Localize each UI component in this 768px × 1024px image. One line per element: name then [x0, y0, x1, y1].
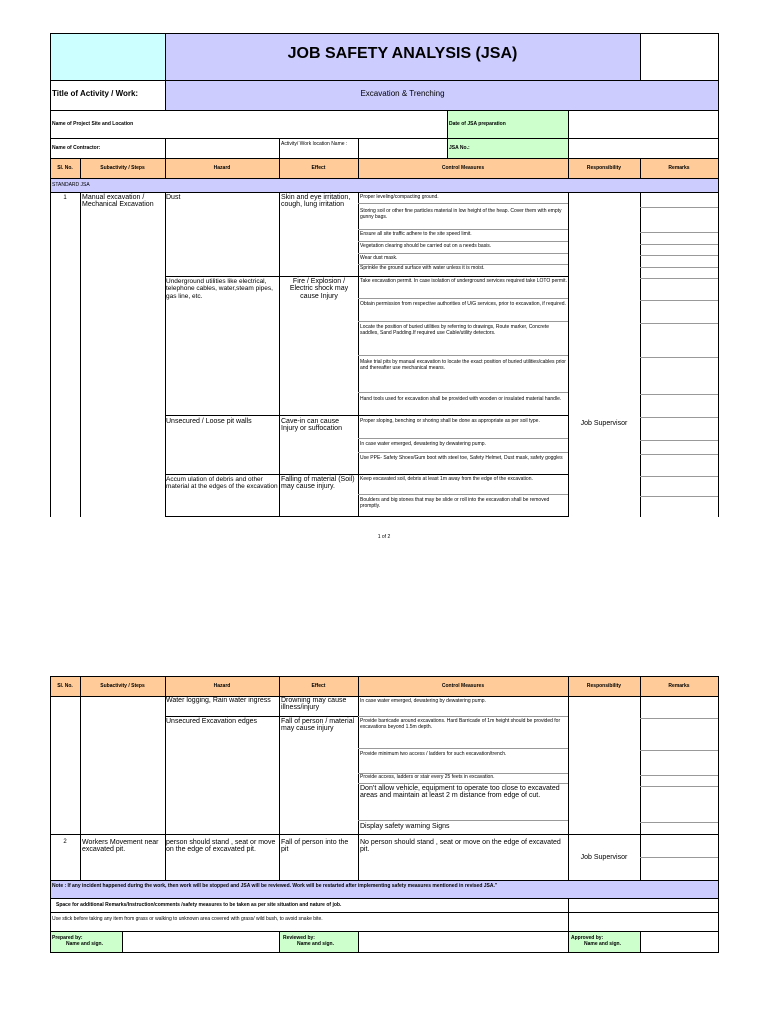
- control-22: Display safety warning Signs: [360, 823, 450, 830]
- contractor-label: Name of Contractor:: [52, 145, 101, 151]
- hazard-1: Dust: [166, 194, 181, 201]
- control-5: Wear dust mask.: [360, 255, 398, 261]
- effect-3: Cave-in can cause Injury or suffocation: [281, 418, 342, 433]
- header-effect: Effect: [311, 165, 326, 171]
- activity-label: Title of Activity / Work:: [52, 89, 139, 98]
- control-1: Proper leveling/compacting ground.: [360, 194, 439, 200]
- hazard-7: person should stand , seat or move on the edge of excavated pit.: [166, 839, 276, 854]
- sl-no-2: 2: [63, 839, 67, 845]
- reviewed-by-sign: Name and sign.: [297, 941, 334, 947]
- project-label: Name of Project Site and Location: [52, 121, 134, 127]
- approved-by-label: Approved by:: [571, 935, 604, 941]
- jsa-no-label: JSA No.:: [449, 145, 470, 151]
- effect-1: Skin and eye irritation, cough, lung irritation: [281, 194, 351, 209]
- control-10: Make trial pits by manual excavation to locate the exact position of buried utilities/cables prior and thereafter use mechanical means.: [360, 359, 566, 371]
- control-15: Keep excavated soil, debris at least 1m away from the edge of the excavation.: [360, 476, 533, 482]
- hazard-6: Unsecured Excavation edges: [166, 718, 258, 725]
- control-14: Use PPE- Safety Shoes/Gum boot with steel toe, Safety Helmet, Dust mask, safety goggles: [360, 455, 563, 461]
- effect-2: Fire / Explosion / Electric shock may cause Injury: [289, 278, 349, 300]
- effect-4: Falling of material (Soil) may cause injury.: [281, 476, 355, 491]
- effect-5: Drowning may cause illness/injury: [281, 697, 347, 712]
- responsibility-2: Job Supervisor: [580, 854, 628, 861]
- control-6: Sprinkle the ground surface with water unless it is moist.: [360, 265, 485, 271]
- header-hazard: Hazard: [213, 165, 231, 171]
- header2-hazard: Hazard: [213, 683, 231, 689]
- control-8: Obtain permission from respective authorities of U/G services, prior to excavation, if required.: [360, 301, 566, 307]
- control-17: In case water emerged, dewatering by dewatering pump.: [360, 698, 486, 704]
- header2-sl-no: Sl. No.: [57, 683, 73, 689]
- prepared-by-sign: Name and sign.: [66, 941, 103, 947]
- control-20: Provide access, ladders or stair every 25 feets in excavation.: [360, 774, 495, 780]
- standard-jsa-label: STANDARD JSA: [52, 182, 90, 188]
- responsibility-1: Job Supervisor: [580, 420, 628, 427]
- space-note: Space for additional Remarks/Instruction/comments /safety measures to be taken as per site situation and nature of job.: [56, 902, 342, 908]
- control-12: Proper sloping, benching or shoring shall be done as appropriate as per soil type.: [360, 418, 540, 424]
- hazard-3: Unsecured / Loose pit walls: [166, 418, 252, 425]
- control-4: Vegetation clearing should be carried out on a needs basis.: [360, 243, 492, 249]
- header2-control-measures: Control Measures: [441, 683, 485, 689]
- control-2: Storing soil or other fine particles material in low height of the heap. Cover them with empty gunny bags.: [360, 208, 562, 220]
- stick-note: Use stick before taking any item from grass or walking to unknown area covered with grass/ wild bush, to avoid snake bite.: [52, 916, 323, 922]
- date-label: Date of JSA preparation: [449, 121, 506, 127]
- subactivity-2: Workers Movement near excavated pit.: [82, 839, 159, 854]
- page-number: 1 of 2: [377, 534, 391, 540]
- control-21: Don’t allow vehicle, equipment to operate too close to excavated areas and maintain at least 2 m distance from edge of cut.: [360, 785, 560, 800]
- location-label: Activity/ Work location Name :: [281, 141, 348, 147]
- activity-value: Excavation & Trenching: [360, 89, 445, 98]
- prepared-by-label: Prepared by:: [52, 935, 83, 941]
- control-13: In case water emerged, dewatering by dewatering pump.: [360, 441, 486, 447]
- header2-subactivity: Subactivity / Steps: [100, 683, 145, 689]
- subactivity-1: Manual excavation / Mechanical Excavation: [82, 194, 154, 209]
- header-sl-no: Sl. No.: [57, 165, 73, 171]
- header-control-measures: Control Measures: [441, 165, 485, 171]
- control-11: Hand tools used for excavation shall be provided with wooden or insulated material handle.: [360, 396, 562, 402]
- control-9: Locate the position of buried utilities by referring to drawings, Route marker, Concrete saddles, Sand Padding.If required use Cable/utility detectors.: [360, 324, 549, 336]
- header2-responsibility: Responsibility: [586, 683, 622, 689]
- reviewed-by-label: Reviewed by:: [283, 935, 315, 941]
- header-responsibility: Responsibility: [586, 165, 622, 171]
- hazard-5: Water logging, Rain water ingress: [166, 697, 271, 704]
- effect-7: Fall of person into the pit: [281, 839, 349, 854]
- header-subactivity: Subactivity / Steps: [100, 165, 145, 171]
- header2-remarks: Remarks: [668, 683, 690, 689]
- control-19: Provide minimum two access / ladders for such excavation/trench.: [360, 751, 507, 757]
- standard-row-bg: [50, 178, 718, 192]
- sl-no-1: 1: [63, 195, 67, 201]
- control-3: Ensure all site traffic adhere to the site speed limit.: [360, 231, 472, 237]
- control-7: Take excavation permit. In case isolation of underground services required take LOTO permit.: [360, 278, 567, 284]
- header-remarks: Remarks: [668, 165, 690, 171]
- control-18: Provide barricade around excavations. Hard Barricade of 1m height should be provided for excavations beyond 1.5m depth.: [360, 718, 561, 730]
- effect-6: Fall of person / material may cause injury: [281, 718, 355, 733]
- control-23: No person should stand , seat or move on the edge of excavated pit.: [360, 839, 561, 854]
- incident-note: Note : If any incident happened during the work, then work will be stopped and JSA will be reviewed. Work will be restarted after implementing safety measures mentioned in revised JSA.": [52, 883, 498, 889]
- logo-cell: [50, 33, 165, 80]
- hazard-4: Accum ulation of debris and other material at the edges of the excavation: [166, 476, 278, 491]
- header2-effect: Effect: [311, 683, 326, 689]
- page-title: JOB SAFETY ANALYSIS (JSA): [287, 45, 518, 62]
- control-16: Boulders and big stones that may be slide or roll into the excavation shall be removed promptly.: [360, 497, 550, 509]
- hazard-2: Underground utilities like electrical, telephone cables, water,steam pipes, gas line, etc.: [166, 278, 273, 300]
- approved-by-sign: Name and sign.: [584, 941, 621, 947]
